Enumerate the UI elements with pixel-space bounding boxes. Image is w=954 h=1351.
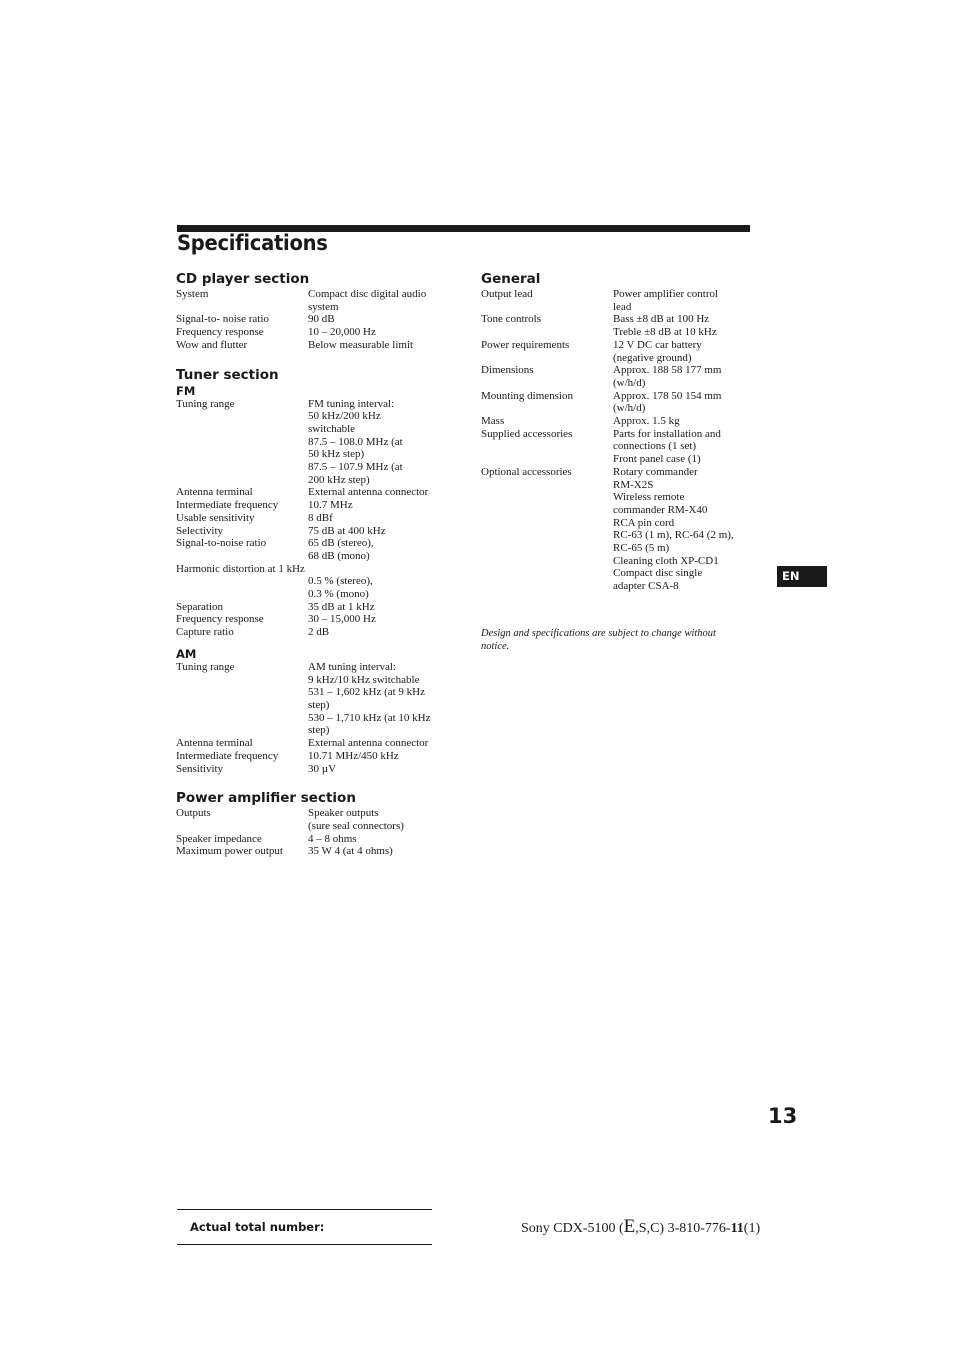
- spec-value-line: 50 kHz/200 kHz: [308, 410, 381, 423]
- spec-value-line: RCA pin cord: [613, 516, 675, 529]
- spec-value-line: switchable: [308, 422, 356, 435]
- spec-row: [481, 466, 753, 593]
- spec-value-line: (sure seal connectors): [308, 819, 404, 832]
- spec-value: [308, 807, 448, 832]
- spec-label: Power requirements: [481, 338, 570, 351]
- model-prefix: Sony CDX-5100 (: [521, 1221, 624, 1236]
- spec-value-line: 4 – 8 ohms: [308, 832, 357, 845]
- spec-row: [176, 833, 448, 846]
- spec-value: [308, 833, 448, 846]
- spec-value-line: Speaker outputs: [308, 807, 379, 820]
- spec-value: [308, 313, 448, 326]
- spec-value-line: 12 V DC car battery: [613, 338, 702, 351]
- spec-value-line: (w/h/d): [613, 376, 646, 389]
- spec-value-line: 9 kHz/10 kHz switchable: [308, 673, 420, 686]
- spec-value: [308, 326, 448, 339]
- spec-label: Usable sensitivity: [176, 511, 255, 524]
- spec-value: [308, 339, 448, 352]
- spec-row: [176, 398, 448, 487]
- spec-row: [176, 486, 448, 499]
- model-mid: ,S,C) 3-810-776-: [635, 1221, 731, 1236]
- spec-label: Tuning range: [176, 660, 235, 673]
- spec-label: Capture ratio: [176, 626, 234, 639]
- spec-value: [308, 613, 448, 626]
- spec-label: Antenna terminal: [176, 737, 253, 750]
- spec-row: [481, 339, 753, 364]
- spec-value-line: 10.71 MHz/450 kHz: [308, 749, 399, 762]
- spec-value-line: FM tuning interval:: [308, 397, 395, 410]
- spec-value-line: Wireless remote: [613, 491, 685, 504]
- spec-row: [481, 428, 753, 466]
- spec-value-line: 65 dB (stereo),: [308, 537, 374, 550]
- spec-value-line: Below measurable limit: [308, 338, 414, 351]
- spec-label: Separation: [176, 600, 224, 613]
- section-title: General: [481, 271, 541, 287]
- language-tab: EN: [777, 566, 827, 587]
- spec-row: [176, 537, 448, 562]
- spec-label: Maximum power output: [176, 845, 283, 858]
- section-gap: [176, 352, 448, 366]
- spec-value-line: External antenna connector: [308, 737, 429, 750]
- spec-label: Frequency response: [176, 326, 264, 339]
- spec-row: [481, 415, 753, 428]
- spec-value-line: (w/h/d): [613, 402, 646, 415]
- spec-value-line: AM tuning interval:: [308, 660, 396, 673]
- spec-value-line: 531 – 1,602 kHz (at 9 kHz: [308, 686, 426, 699]
- spec-value-line: 10 – 20,000 Hz: [308, 326, 376, 339]
- spec-row: [481, 364, 753, 389]
- spec-value-line: 10.7 MHz: [308, 499, 353, 512]
- page-number: 13: [768, 1104, 798, 1128]
- spec-label: Wow and flutter: [176, 338, 248, 351]
- spec-value-line: Cleaning cloth XP-CD1: [613, 554, 719, 567]
- spec-label: Mounting dimension: [481, 389, 573, 402]
- spec-value-line: 2 dB: [308, 626, 330, 639]
- spec-value-line: connections (1 set): [613, 440, 697, 453]
- spec-value-line: RC-65 (5 m): [613, 542, 670, 555]
- model-code: [521, 1216, 760, 1238]
- spec-value: [613, 313, 753, 338]
- left-column: [176, 270, 448, 858]
- spec-row: [176, 288, 448, 313]
- spec-row: [176, 807, 448, 832]
- page-title: Specifications: [177, 231, 328, 255]
- spec-label: Mass: [481, 415, 505, 428]
- spec-row: [481, 390, 753, 415]
- spec-value-line: 0.3 % (mono): [308, 588, 369, 601]
- spec-label: Tuning range: [176, 397, 235, 410]
- spec-value-line: RM-X2S: [613, 478, 654, 491]
- spec-value-line: 35 W 4 (at 4 ohms): [308, 845, 393, 858]
- spec-label: System: [176, 288, 209, 300]
- spec-value-line: Approx. 188 58 177 mm: [613, 364, 722, 377]
- spec-label: Output lead: [481, 288, 533, 300]
- section-title: Tuner section: [176, 366, 279, 383]
- spec-value-line: step): [308, 724, 330, 737]
- spec-row: [176, 613, 448, 626]
- spec-value-line: Front panel case (1): [613, 453, 701, 466]
- spec-label: Intermediate frequency: [176, 499, 279, 512]
- spec-value: [308, 499, 448, 512]
- spec-value-line: 68 dB (mono): [308, 549, 370, 562]
- spec-label: Optional accessories: [481, 465, 572, 478]
- spec-label: Signal-to-noise ratio: [176, 537, 267, 550]
- spec-value: [613, 415, 753, 428]
- spec-row: [176, 525, 448, 538]
- spec-label: Intermediate frequency: [176, 749, 279, 762]
- spec-value-line: 30 – 15,000 Hz: [308, 613, 376, 626]
- spec-value-line: 87.5 – 107.9 MHz (at: [308, 461, 403, 474]
- spec-value-line: Bass ±8 dB at 100 Hz: [613, 313, 710, 326]
- spec-value-line: 0.5 % (stereo),: [308, 575, 373, 588]
- spec-value-line: (negative ground): [613, 351, 692, 364]
- subsection-title: FM: [176, 383, 196, 398]
- spec-row: [176, 737, 448, 750]
- spec-value: [308, 288, 448, 313]
- spec-label: Dimensions: [481, 364, 534, 377]
- spec-row: [176, 499, 448, 512]
- spec-value: [308, 845, 448, 858]
- spec-row: [176, 750, 448, 763]
- model-bold: 11: [730, 1221, 744, 1236]
- spec-row: [176, 845, 448, 858]
- spec-value-line: Approx. 1.5 kg: [613, 415, 680, 428]
- spec-row: [481, 313, 753, 338]
- spec-label: Speaker impedance: [176, 832, 262, 845]
- spec-value-line: 8 dBf: [308, 511, 333, 524]
- spec-value-line: adapter CSA-8: [613, 580, 679, 593]
- footer-box: [177, 1209, 432, 1245]
- spec-value-line: 35 dB at 1 kHz: [308, 600, 375, 613]
- spec-row: [176, 563, 448, 576]
- spec-value-line: Rotary commander: [613, 465, 698, 478]
- spec-label: Tone controls: [481, 313, 542, 326]
- spec-row: [176, 339, 448, 352]
- spec-value: [613, 390, 753, 415]
- spec-value: [308, 575, 448, 600]
- spec-row: [176, 763, 448, 776]
- section-gap: [176, 775, 448, 789]
- spec-value-line: 87.5 – 108.0 MHz (at: [308, 435, 403, 448]
- spec-label: Signal-to- noise ratio: [176, 313, 269, 326]
- spec-value-line: 90 dB: [308, 313, 335, 326]
- spec-value: [308, 763, 448, 776]
- spec-label: Antenna terminal: [176, 486, 253, 499]
- spec-value-line: 75 dB at 400 kHz: [308, 524, 386, 537]
- spec-row: [176, 512, 448, 525]
- spec-label: Supplied accessories: [481, 427, 573, 440]
- spec-value: [308, 737, 448, 750]
- spec-row: [176, 313, 448, 326]
- section-title: Power amplifier section: [176, 790, 356, 807]
- spec-value-line: 50 kHz step): [308, 448, 365, 461]
- footer-label: Actual total number:: [190, 1220, 325, 1234]
- spec-value: [613, 288, 753, 313]
- spec-value-line: commander RM-X40: [613, 503, 708, 516]
- spec-value-line: Approx. 178 50 154 mm: [613, 389, 722, 402]
- spec-value-line: 200 kHz step): [308, 473, 370, 486]
- spec-value: [308, 601, 448, 614]
- spec-row: [176, 326, 448, 339]
- spec-value: [308, 398, 448, 487]
- spec-value: [308, 537, 448, 562]
- spec-value: [613, 364, 753, 389]
- spec-value: [613, 339, 753, 364]
- spec-label: Selectivity: [176, 524, 224, 537]
- spec-value-line: 30 µV: [308, 762, 337, 775]
- spec-row: [176, 626, 448, 639]
- spec-value-line: Parts for installation and: [613, 427, 721, 440]
- subsection-title: AM: [176, 646, 197, 661]
- spec-row: [176, 661, 448, 737]
- spec-value-line: RC-63 (1 m), RC-64 (2 m),: [613, 529, 734, 542]
- right-column: [481, 270, 753, 593]
- spec-label: Outputs: [176, 807, 211, 820]
- section-title: CD player section: [176, 271, 310, 287]
- spec-value-line: Compact disc digital audio: [308, 288, 427, 300]
- spec-value-line: step): [308, 698, 330, 711]
- spec-value-line: Treble ±8 dB at 10 kHz: [613, 326, 717, 339]
- spec-value-line: system: [308, 300, 339, 313]
- spec-value: [613, 428, 753, 466]
- spec-row: [176, 601, 448, 614]
- spec-value-line: External antenna connector: [308, 486, 429, 499]
- disclaimer-note: Design and specifications are subject to change without notice.: [481, 628, 716, 652]
- model-suffix: (1): [743, 1221, 761, 1236]
- spec-label: [176, 575, 308, 600]
- spec-value-line: Power amplifier control: [613, 288, 719, 300]
- spec-value: [308, 525, 448, 538]
- model-letter-e: E: [623, 1216, 636, 1237]
- spec-value: [308, 626, 448, 639]
- spec-value: [308, 486, 448, 499]
- spec-value-line: Compact disc single: [613, 567, 703, 580]
- spec-value: [308, 750, 448, 763]
- spec-value: [308, 661, 448, 737]
- spec-row: [176, 575, 448, 600]
- spec-value: [308, 512, 448, 525]
- spec-row: [481, 288, 753, 313]
- spec-value: [613, 466, 753, 593]
- spec-value-line: 530 – 1,710 kHz (at 10 kHz: [308, 711, 431, 724]
- spec-label: Sensitivity: [176, 762, 224, 775]
- spec-label: Frequency response: [176, 613, 264, 626]
- spec-value-line: lead: [613, 300, 632, 313]
- group-gap: [176, 639, 448, 647]
- spec-label: Harmonic distortion at 1 kHz: [176, 562, 305, 575]
